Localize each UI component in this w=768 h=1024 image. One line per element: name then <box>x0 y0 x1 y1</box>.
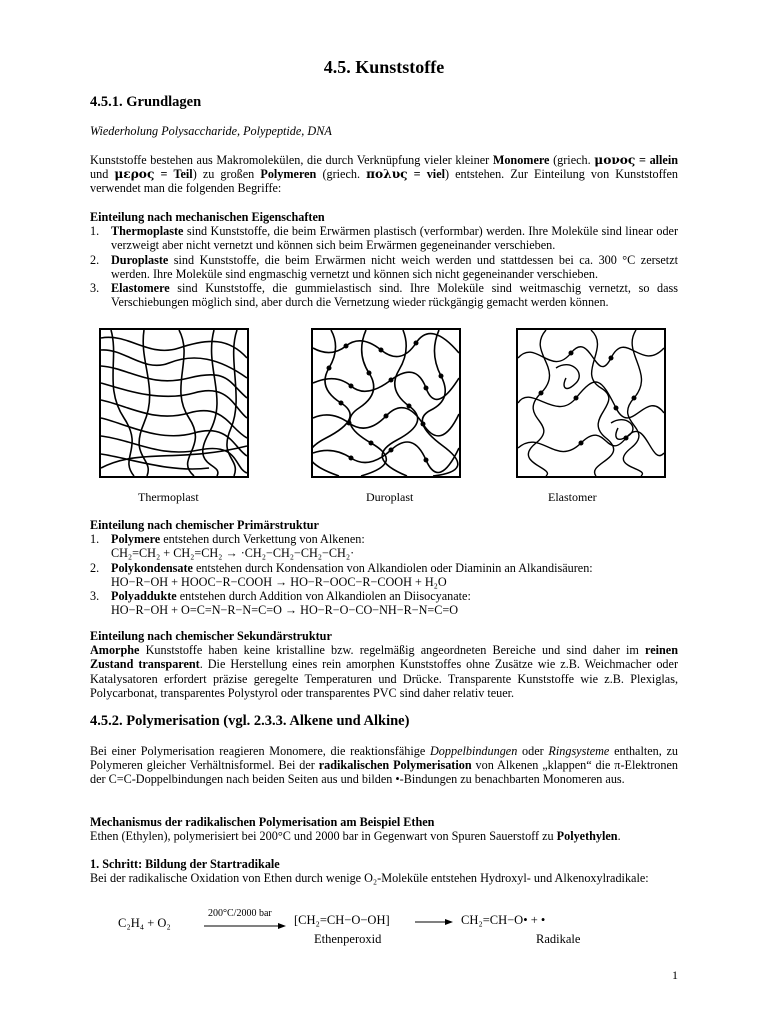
term-elastomere: Elastomere <box>111 281 170 296</box>
term-polykondensate: Polykondensate <box>111 560 193 575</box>
term-polymeren: Polymeren <box>260 167 317 182</box>
intro-text: (griech. <box>316 167 367 182</box>
intro-text: ) entstehen. Zur Einteilung von Kunststoffen verwendet man die folgenden Begriffe: <box>90 167 678 196</box>
item-text: entstehen durch Kondensation von Alkandiolen oder Diaminin an Alkandisäuren: <box>192 560 593 575</box>
eq-reactants: C₂H₄ + O₂ <box>118 916 171 930</box>
intro-paragraph <box>90 153 678 196</box>
term-monomere: Monomere <box>492 153 550 167</box>
term-transparent: reinen Zustand transparent <box>90 643 678 672</box>
item-number: 1. <box>90 224 100 239</box>
eq-arrow-1 <box>204 922 286 930</box>
secondary-structure-classification <box>90 629 678 700</box>
paragraph-text: von Alkenen „klappen“ die π-Elektronen der C=C-Doppelbindungen nach beiden Seiten aus und bilden •-Bindungen zu benachbarten Monomeren aus. <box>90 758 678 787</box>
paragraph-text: oder <box>517 744 549 758</box>
chem2-heading: Einteilung nach chemischer Sekundärstruktur <box>90 629 332 643</box>
elastomer-diagram <box>516 328 666 478</box>
item-text: sind Kunststoffe, die beim Erwärmen nicht weich werden und stattdessen bei ca. 300 °C zersetzt werden. Ihre Moleküle sind engmaschig vernetzt und können sich nicht gegeneinander verschieben. <box>111 252 678 281</box>
greek-meros: μερος <box>114 167 155 182</box>
item-text: sind Kunststoffe, die gummielastisch sind. Ihre Moleküle sind weitmaschig vernetzt, so dass Verschiebungen möglich sind, aber durch die Vernetzung wieder rückgängig gemacht werden können. <box>111 281 678 310</box>
list-item <box>90 561 678 589</box>
mech-heading: Einteilung nach mechanischen Eigenschaften <box>90 210 325 224</box>
eq-products-label: Radikale <box>536 932 581 946</box>
polymerisation-paragraph <box>90 744 678 787</box>
step1-heading: 1. Schritt: Bildung der Startradikale <box>90 857 280 871</box>
greek-polys: πολυς <box>366 167 408 182</box>
item-number: 2. <box>90 252 100 267</box>
section-heading-polymerisation: 4.5.2. Polymerisation (vgl. 2.3.3. Alkene und Alkine) <box>90 713 410 729</box>
caption-duroplast: Duroplast <box>366 490 414 504</box>
item-text: entstehen durch Addition von Alkandiolen an Diisocyanate: <box>176 589 471 604</box>
section-heading-grundlagen: 4.5.1. Grundlagen <box>90 94 202 110</box>
term-amorphe: Amorphe <box>90 643 140 658</box>
term-polyaddukte: Polyaddukte <box>111 589 177 604</box>
term-thermoplaste: Thermoplaste <box>111 224 184 239</box>
item-text: entstehen durch Verkettung von Alkenen: <box>160 532 365 547</box>
eq-conditions: 200°C/2000 bar <box>208 908 272 919</box>
formula: HO−R−OH + O=C=N−R−N=C=O → HO−R−O−CO−NH−R−N=C=O <box>111 603 459 618</box>
term-polyethylen: Polyethylen <box>556 829 618 844</box>
mech-list <box>90 224 678 309</box>
formula: CH₂=CH₂ + CH₂=CH₂ → ·CH₂−CH₂−CH₂−CH₂· <box>111 546 355 561</box>
item-text: sind Kunststoffe, die beim Erwärmen plastisch (verformbar) werden. Ihre Moleküle sind linear oder verzweigt aber nicht vernetzt und können sich beim Erwärmen gegeneinander verschieben. <box>111 224 678 253</box>
chem1-list <box>90 532 678 617</box>
paragraph-text: Bei einer Polymerisation reagieren Monomere, die reaktionsfähige <box>90 744 430 758</box>
paragraph-text: enthalten, zu Polymeren gleicher Verhältnisformel. Bei der <box>90 744 678 773</box>
term-polymere: Polymere <box>111 532 161 547</box>
list-item <box>90 281 678 309</box>
chem1-heading: Einteilung nach chemischer Primärstruktur <box>90 518 319 532</box>
eq-arrow-2 <box>415 918 453 926</box>
paragraph-text: . Die Herstellung eines rein amorphen Kunststoffes ohne Zusätze wie z.B. Weichmacher oder Katalysatoren erfordert präzise geregelte Temperaturen und Drücke. Transparente Kunststoffe wie z.B. Plexiglas, Polycarbonat, transparentes Polystyrol oder transparentes PVC sind daher relativ teuer. <box>90 657 678 700</box>
formula: HO−R−OH + HOOC−R−COOH → HO−R−OOC−R−COOH + H₂O <box>111 574 447 589</box>
list-item <box>90 224 678 252</box>
intro-text: und <box>90 167 115 182</box>
item-number: 1. <box>90 532 100 547</box>
term-duroplaste: Duroplaste <box>111 252 169 267</box>
list-item <box>90 253 678 281</box>
term-ringsysteme: Ringsysteme <box>548 744 610 758</box>
eq-intermediate-label: Ethenperoxid <box>314 932 382 946</box>
eq-intermediate: [CH₂=CH−O−OH] <box>294 913 390 927</box>
item-number: 3. <box>90 589 100 604</box>
intro-text: Kunststoffe bestehen aus Makromolekülen, die durch Verknüpfung vieler kleiner <box>90 153 493 167</box>
subtitle: Wiederholung Polysaccharide, Polypeptide, DNA <box>90 124 332 138</box>
page-number: 1 <box>672 968 678 982</box>
meaning-teil: = Teil <box>154 167 193 182</box>
primary-structure-classification <box>90 518 678 617</box>
greek-monos: μονος <box>594 153 636 167</box>
mechanical-classification <box>90 210 678 309</box>
caption-elastomer: Elastomer <box>548 490 597 504</box>
mechanism-heading: Mechanismus der radikalischen Polymerisation am Beispiel Ethen <box>90 815 435 829</box>
term-radikalische-polymerisation: radikalischen Polymerisation <box>318 758 472 773</box>
paragraph-text: Kunststoffe haben keine kristalline bzw. regelmäßig angeordneten Bereiche und sind daher im <box>139 643 646 658</box>
mechanism-text <box>90 829 678 843</box>
paragraph-text: . <box>617 829 621 844</box>
list-item <box>90 589 678 617</box>
reaction-equation <box>90 908 678 948</box>
step1-section <box>90 857 678 885</box>
chem2-paragraph <box>90 643 678 700</box>
mechanism-section <box>90 815 678 843</box>
meaning-allein: = allein <box>635 153 679 167</box>
paragraph-text: Ethen (Ethylen), polymerisiert bei 200°C und 2000 bar in Gegenwart von Spuren Sauerstoff zu <box>90 829 557 844</box>
list-item <box>90 532 678 560</box>
duroplast-diagram <box>311 328 461 478</box>
meaning-viel: = viel <box>407 167 445 182</box>
thermoplast-diagram <box>99 328 249 478</box>
caption-thermoplast: Thermoplast <box>138 490 199 504</box>
step1-text: Bei der radikalische Oxidation von Ethen durch wenige O₂-Moleküle entstehen Hydroxyl- und Alkenoxylradikale: <box>90 871 649 886</box>
intro-text: (griech. <box>549 153 595 167</box>
eq-products: CH₂=CH−O• + • <box>461 913 546 927</box>
intro-text: ) zu großen <box>192 167 261 182</box>
item-number: 3. <box>90 281 100 296</box>
page-title: 4.5. Kunststoffe <box>323 57 445 77</box>
term-doppelbindungen: Doppelbindungen <box>429 744 518 758</box>
item-number: 2. <box>90 560 100 575</box>
